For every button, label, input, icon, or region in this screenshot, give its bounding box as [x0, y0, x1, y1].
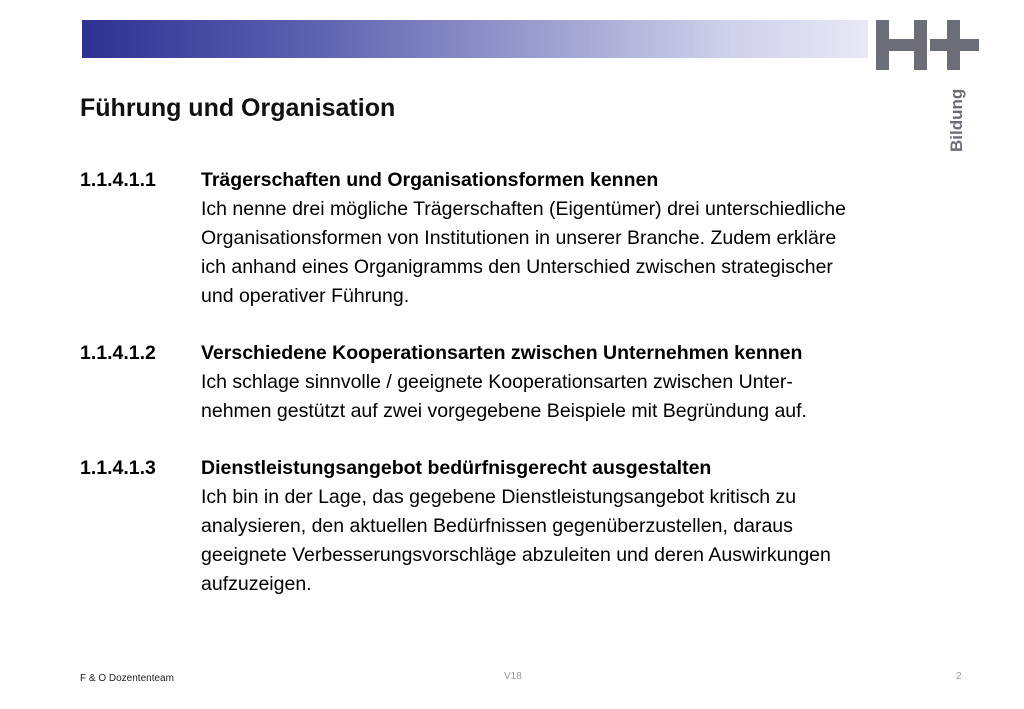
objective-number: 1.1.4.1.1: [80, 169, 156, 191]
objective-body: [201, 166, 990, 311]
objective-item: [80, 339, 990, 426]
header-gradient-bar: [82, 20, 868, 58]
logo-wordmark: Bildung: [947, 88, 966, 152]
objective-number: 1.1.4.1.2: [80, 342, 156, 364]
objective-item: [80, 454, 990, 599]
objective-item: [80, 166, 990, 311]
page-number: 2: [956, 671, 962, 682]
h-plus-bildung-logo: [874, 18, 984, 158]
objective-body: [201, 339, 990, 426]
objective-heading: Verschiedene Kooperationsarten zwischen Unternehmen kennen: [201, 342, 803, 364]
objective-body: [201, 454, 990, 599]
footer-author: F & O Dozententeam: [80, 673, 174, 684]
objective-description: Ich nenne drei mögliche Trägerschaften (Eigentümer) drei unterschiedliche Organisationsformen von Institutionen in unserer Branche. Zudem erkläre ich anhand eines Organigramms den Unterschied zwischen strategischer und operativer Führung.: [201, 198, 846, 307]
learning-objectives: [80, 166, 990, 627]
objective-description: Ich bin in der Lage, das gegebene Dienstleistungsangebot kritisch zu analysieren, den aktuellen Bedürfnissen gegenüberzustellen, daraus geeignete Verbesserungsvorschläge abzuleiten und deren Auswirkungen aufzuzeigen.: [201, 486, 831, 595]
objective-heading: Dienstleistungsangebot bedürfnisgerecht ausgestalten: [201, 457, 712, 479]
footer-version: V18: [504, 671, 522, 682]
objective-description: Ich schlage sinnvolle / geeignete Kooperationsarten zwischen Unter- nehmen gestützt auf zwei vorgegebene Beispiele mit Begründung auf.: [201, 371, 807, 422]
page-title: Führung und Organisation: [80, 94, 396, 122]
objective-heading: Trägerschaften und Organisationsformen kennen: [201, 169, 659, 191]
objective-number: 1.1.4.1.3: [80, 457, 156, 479]
